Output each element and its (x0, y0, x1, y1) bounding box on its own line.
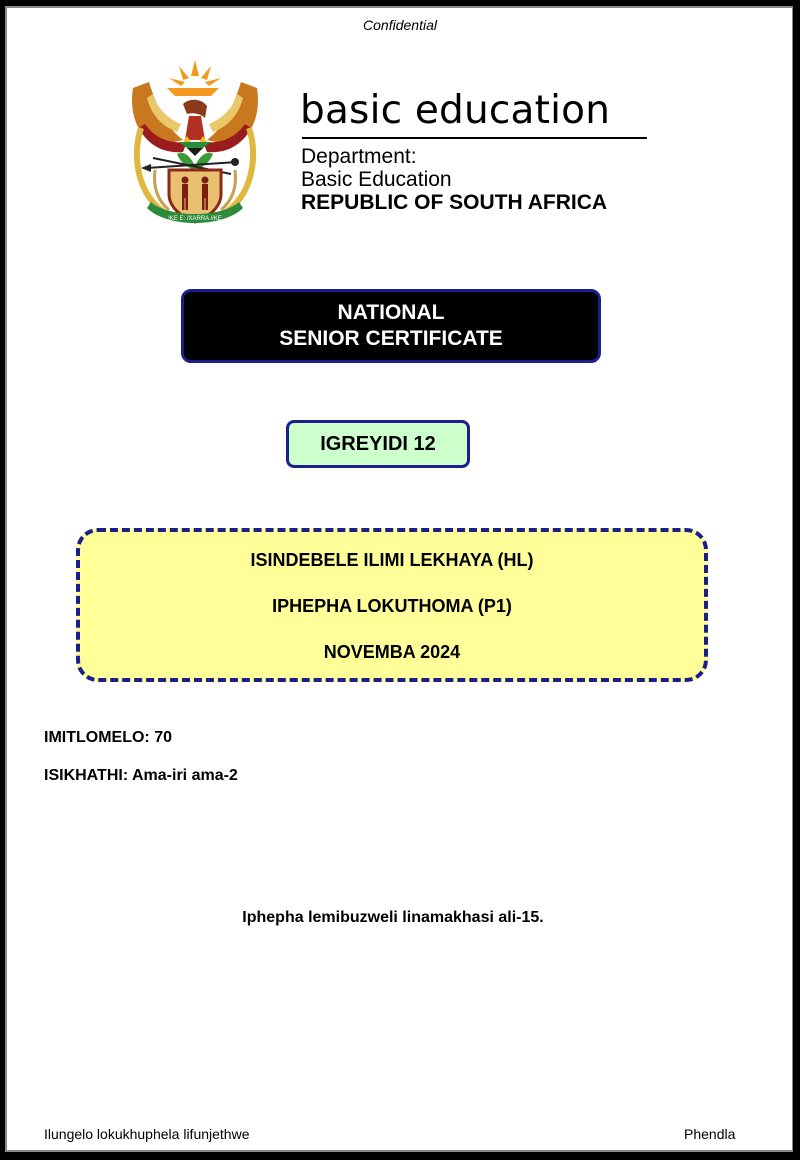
footer-copyright: Ilungelo lokukhuphela lifunjethwe (44, 1126, 250, 1142)
page-count-note: Iphepha lemibuzweli linamakhasi ali-15. (242, 909, 544, 926)
marks-line (44, 729, 172, 747)
subject-name: ISINDEBELE ILIMI LEKHAYA (HL) (250, 550, 534, 570)
footer-turn-over: Phendla (684, 1126, 736, 1142)
logo-title: basic education (300, 88, 611, 133)
time-line (44, 767, 238, 785)
marks-label: IMITLOMELO: (44, 729, 150, 746)
subject-box (76, 528, 708, 682)
logo-country: REPUBLIC OF SOUTH AFRICA (301, 191, 608, 214)
time-label: ISIKHATHI: (44, 767, 129, 784)
motto-text: !KE E: /XARRA //KE (168, 216, 222, 222)
logo-department-label: Department: (301, 145, 417, 168)
certificate-line-2: SENIOR CERTIFICATE (279, 327, 503, 350)
marks-value: 70 (154, 729, 173, 746)
logo-divider (302, 137, 647, 139)
exam-date: NOVEMBA 2024 (323, 642, 461, 662)
logo-department-name: Basic Education (301, 168, 452, 191)
time-value: Ama-iri ama-2 (132, 767, 238, 784)
coat-of-arms-icon (127, 58, 263, 230)
grade-badge: IGREYIDI 12 (286, 420, 470, 468)
confidential-label: Confidential (363, 17, 437, 33)
certificate-banner (181, 289, 601, 363)
paper-number: IPHEPHA LOKUTHOMA (P1) (272, 596, 512, 616)
certificate-line-1: NATIONAL (337, 301, 445, 324)
